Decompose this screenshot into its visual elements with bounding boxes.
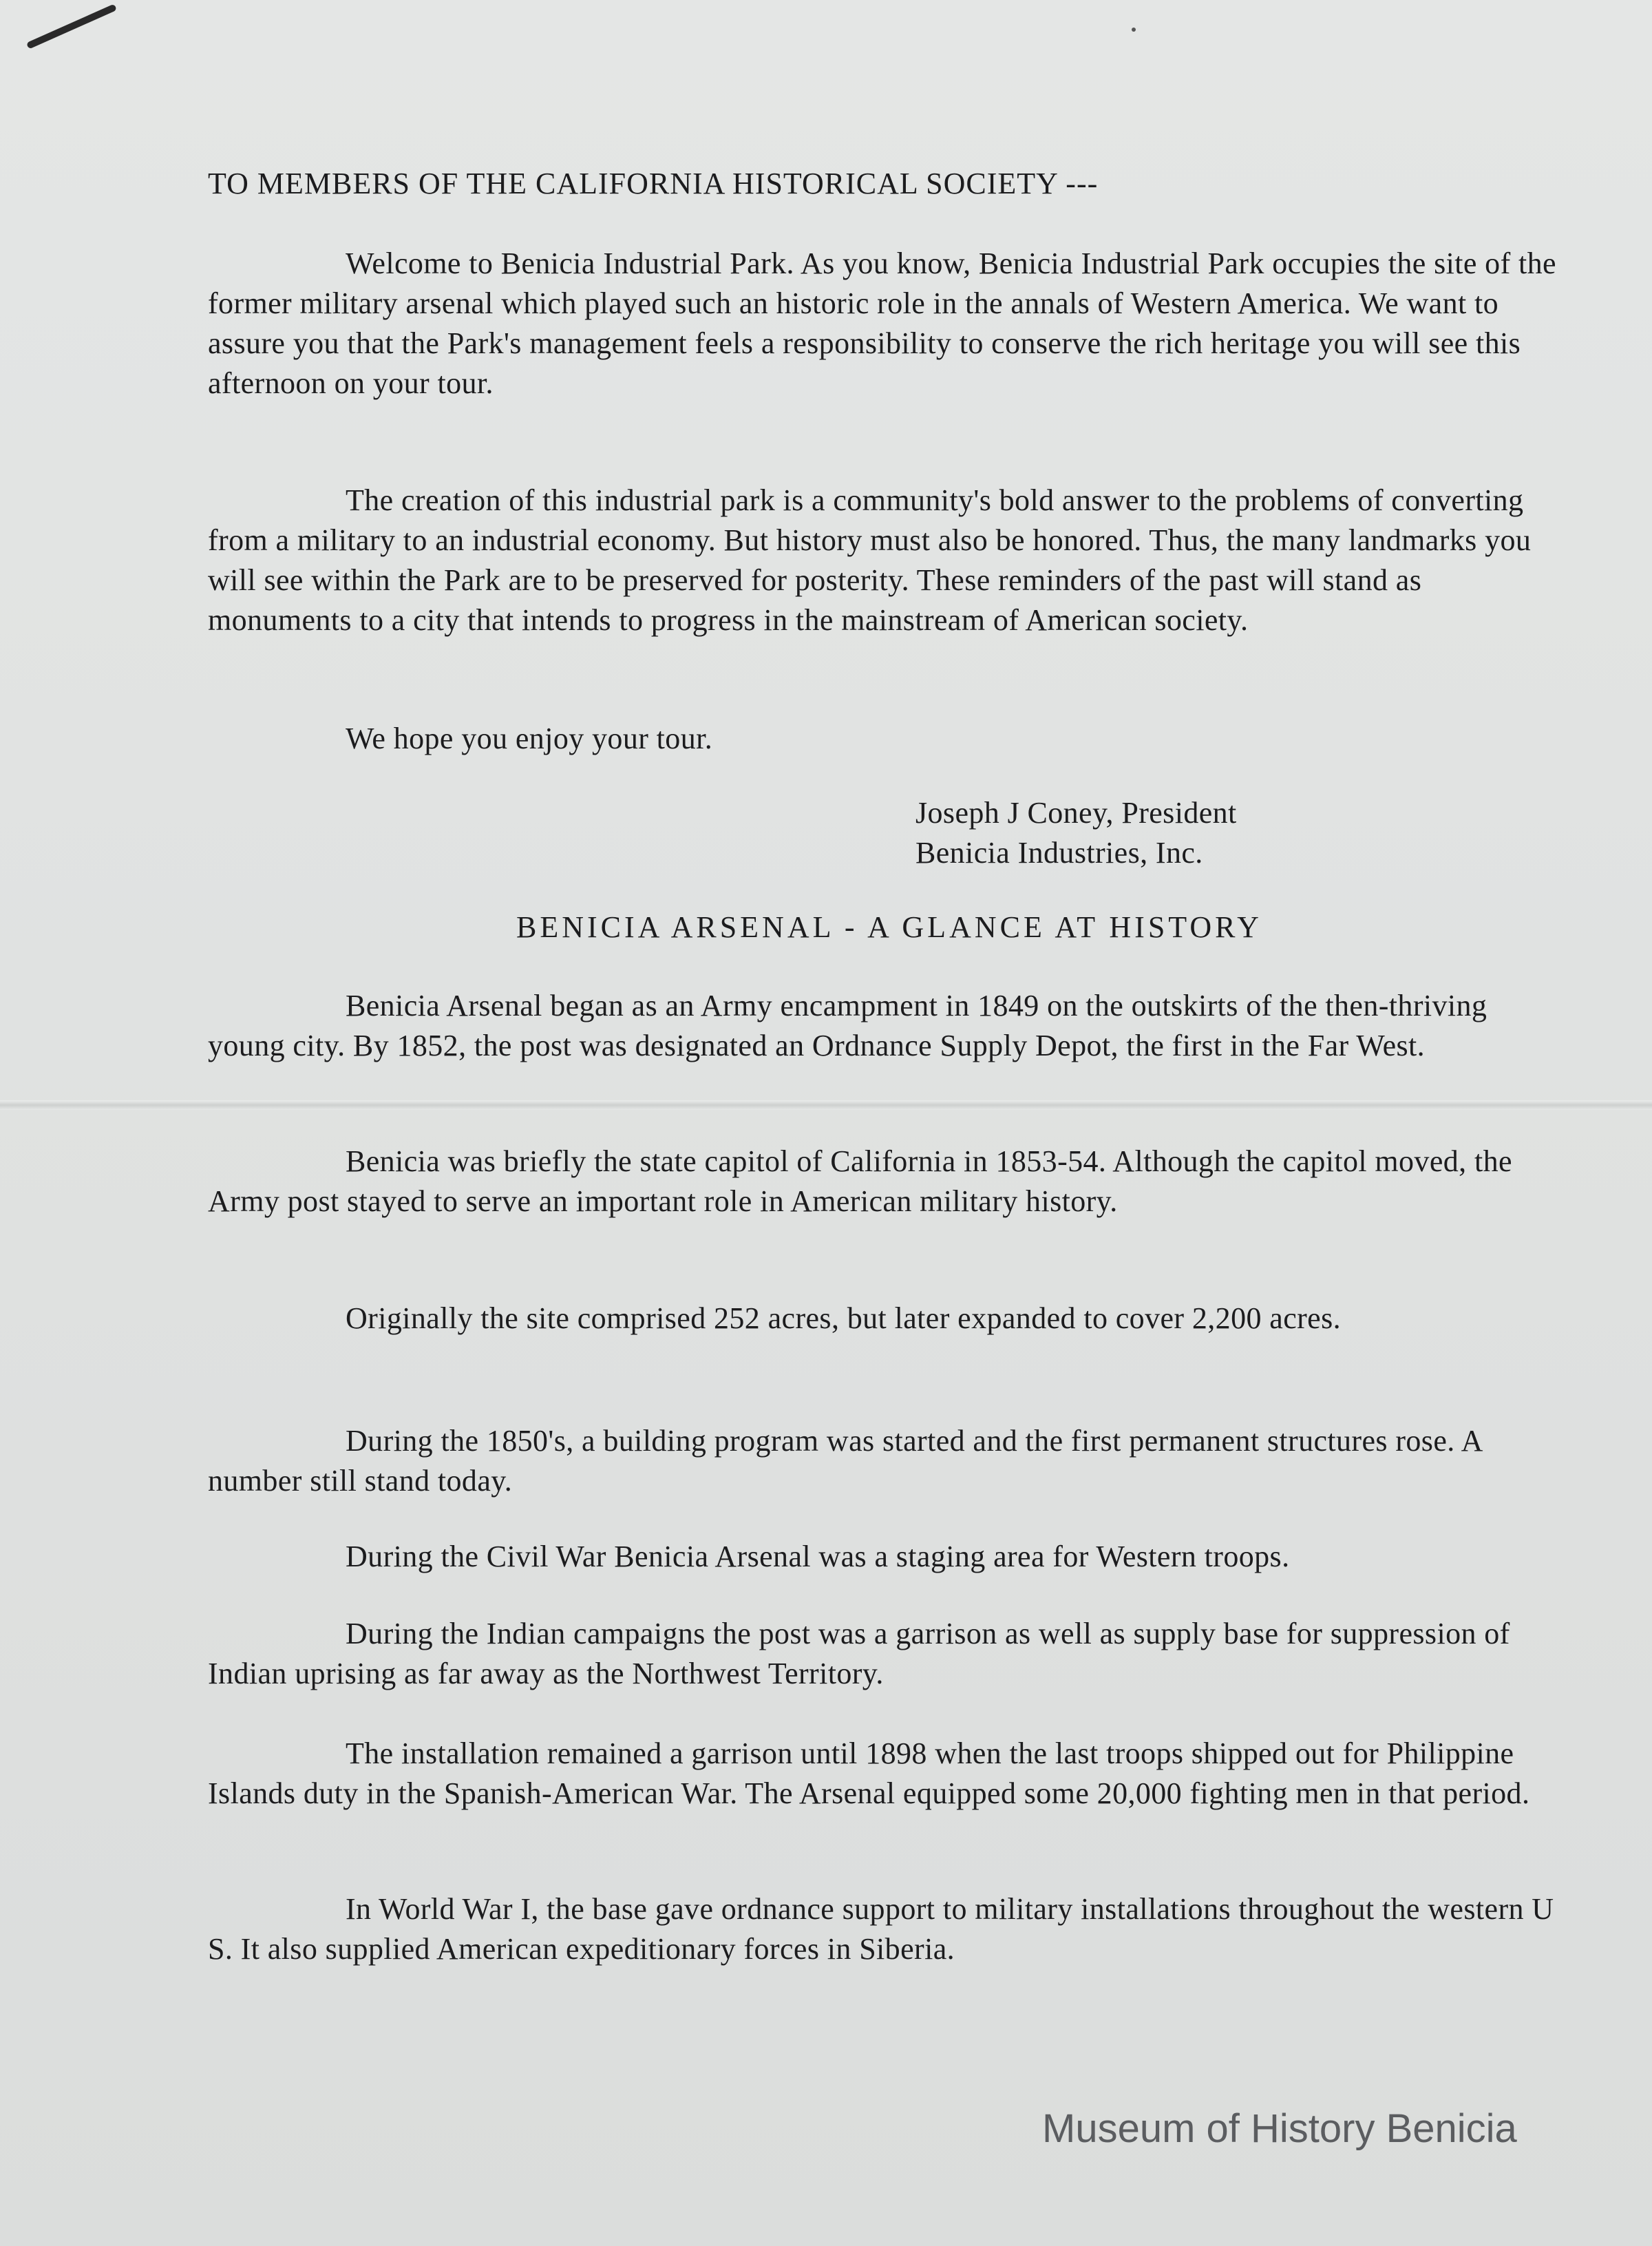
paper-fold bbox=[0, 1100, 1652, 1110]
history-paragraph: During the Indian campaigns the post was a garrison as well as supply base for suppression of Indian uprising as far away as the Northwest Territory. bbox=[208, 1617, 1510, 1690]
history-paragraph: The installation remained a garrison until 1898 when the last troops shipped out for Philippine Islands duty in the Spanish-American War. The Arsenal equipped some 20,000 fighting men in that period. bbox=[208, 1736, 1530, 1810]
letter-paragraph: The creation of this industrial park is a community's bold answer to the problems of converting from a military to an industrial economy. But history must also be honored. Thus, the many landmarks you will see within the Park are to be preserved for posterity. These reminders of the past will stand as monuments to a city that intends to progress in the mainstream of American society. bbox=[208, 483, 1532, 637]
history-paragraph: Benicia was briefly the state capitol of California in 1853-54. Although the capitol moved, the Army post stayed to serve an important role in American military history. bbox=[208, 1144, 1512, 1218]
history-paragraph: During the 1850's, a building program was started and the first permanent structures rose. A number still stand today. bbox=[208, 1424, 1482, 1498]
signature-name: Joseph J Coney, President bbox=[915, 796, 1237, 830]
staple-mark bbox=[26, 3, 117, 49]
museum-watermark: Museum of History Benicia bbox=[1042, 2106, 1517, 2151]
signature-block bbox=[915, 793, 1237, 873]
section-title: BENICIA ARSENAL - A GLANCE AT HISTORY bbox=[516, 910, 1262, 944]
history-paragraph: Benicia Arsenal began as an Army encampment in 1849 on the outskirts of the then-thriving young city. By 1852, the post was designated an Ordnance Supply Depot, the first in the Far West. bbox=[208, 989, 1487, 1062]
history-paragraph: In World War I, the base gave ordnance support to military installations throughout the western U S. It also supplied American expeditionary forces in Siberia. bbox=[208, 1892, 1554, 1966]
letter-heading: TO MEMBERS OF THE CALIFORNIA HISTORICAL SOCIETY --- bbox=[208, 167, 1099, 200]
history-paragraph: During the Civil War Benicia Arsenal was a staging area for Western troops. bbox=[346, 1540, 1290, 1573]
signature-company: Benicia Industries, Inc. bbox=[915, 836, 1203, 870]
letter-paragraph: We hope you enjoy your tour. bbox=[346, 722, 713, 755]
history-paragraph: Originally the site comprised 252 acres, but later expanded to cover 2,200 acres. bbox=[346, 1301, 1342, 1335]
paper-speck bbox=[1132, 28, 1136, 32]
letter-paragraph: Welcome to Benicia Industrial Park. As you know, Benicia Industrial Park occupies the site of the former military arsenal which played such an historic role in the annals of Western America. We want to assure you that the Park's management feels a responsibility to conserve the rich heritage you will see this afternoon on your tour. bbox=[208, 246, 1556, 400]
